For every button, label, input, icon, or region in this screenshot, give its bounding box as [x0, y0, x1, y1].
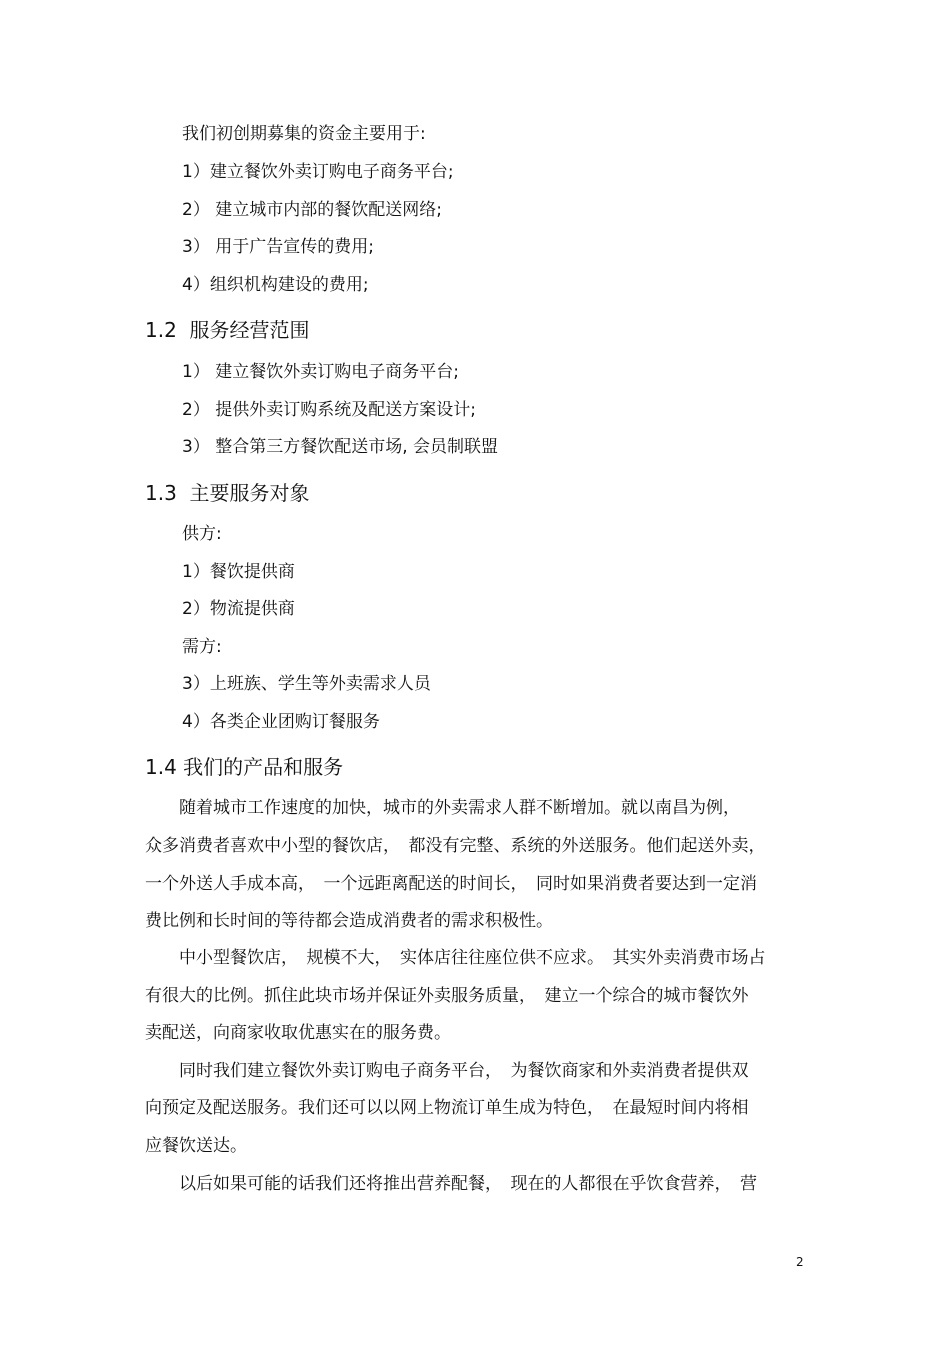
- intro-text: 我们初创期募集的资金主要用于:: [182, 124, 426, 144]
- para-2-line-3: 卖配送，向商家收取优惠实在的服务费。: [145, 1023, 451, 1043]
- demand-label: 需方:: [182, 637, 222, 657]
- page-number: 2: [796, 1255, 804, 1269]
- demand-item-2: 4）各类企业团购订餐服务: [182, 712, 380, 732]
- para-3-line-1: 同时我们建立餐饮外卖订购电子商务平台， 为餐饮商家和外卖消费者提供双: [145, 1061, 749, 1081]
- fund-item-3: 3） 用于广告宣传的费用;: [182, 237, 374, 257]
- para-1-line-2: 众多消费者喜欢中小型的餐饮店， 都没有完整、系统的外送服务。他们起送外卖，: [145, 836, 766, 856]
- para-1-line-1: 随着城市工作速度的加快，城市的外卖需求人群不断增加。就以南昌为例，: [145, 798, 740, 818]
- para-4-line-1: 以后如果可能的话我们还将推出营养配餐， 现在的人都很在乎饮食营养， 营: [145, 1174, 757, 1194]
- para-1-line-3: 一个外送人手成本高， 一个远距离配送的时间长， 同时如果消费者要达到一定消: [145, 874, 757, 894]
- supply-item-1: 1）餐饮提供商: [182, 562, 295, 582]
- section-1-4-heading: 1.4 我们的产品和服务: [145, 755, 344, 779]
- scope-item-3: 3） 整合第三方餐饮配送市场, 会员制联盟: [182, 437, 499, 457]
- fund-item-4: 4）组织机构建设的费用;: [182, 275, 369, 295]
- fund-item-2: 2） 建立城市内部的餐饮配送网络;: [182, 200, 442, 220]
- para-2-line-2: 有很大的比例。抓住此块市场并保证外卖服务质量， 建立一个综合的城市餐饮外: [145, 986, 749, 1006]
- section-1-3-heading: 1.3 主要服务对象: [145, 481, 310, 505]
- para-2-line-1: 中小型餐饮店， 规模不大， 实体店往往座位供不应求。 其实外卖消费市场占: [145, 948, 766, 968]
- para-1-line-4: 费比例和长时间的等待都会造成消费者的需求积极性。: [145, 911, 553, 931]
- supply-item-2: 2）物流提供商: [182, 599, 295, 619]
- para-3-line-2: 向预定及配送服务。我们还可以以网上物流订单生成为特色， 在最短时间内将相: [145, 1098, 749, 1118]
- demand-item-1: 3）上班族、学生等外卖需求人员: [182, 674, 431, 694]
- section-1-2-heading: 1.2 服务经营范围: [145, 318, 310, 342]
- para-3-line-3: 应餐饮送达。: [145, 1136, 247, 1156]
- supply-label: 供方:: [182, 524, 222, 544]
- scope-item-2: 2） 提供外卖订购系统及配送方案设计;: [182, 400, 476, 420]
- scope-item-1: 1） 建立餐饮外卖订购电子商务平台;: [182, 362, 459, 382]
- fund-item-1: 1）建立餐饮外卖订购电子商务平台;: [182, 162, 454, 182]
